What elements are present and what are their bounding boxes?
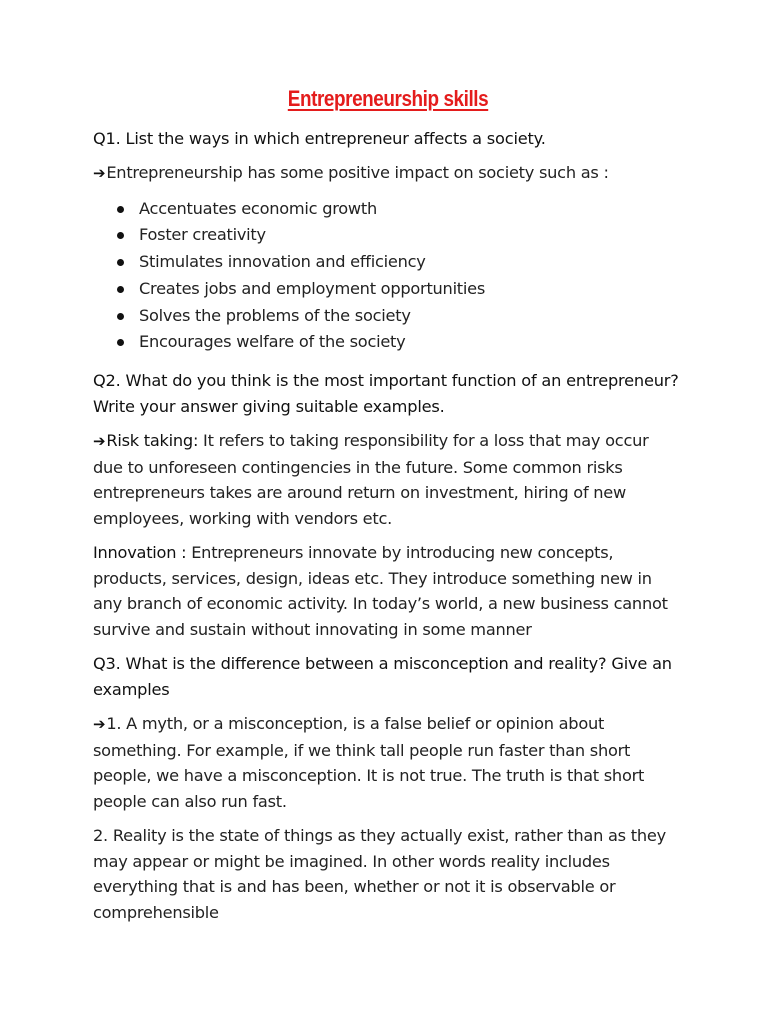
list-item-text: Creates jobs and employment opportunities [139, 278, 486, 298]
list-item [93, 329, 683, 356]
impact-list [93, 196, 683, 357]
question-1: Q1. List the ways in which entrepreneur affects a society. [93, 129, 546, 148]
risk-text: It refers to taking responsibility for a loss that may occur due to unforeseen contingencies in the future. Some common risks entrepreneurs takes are around return on investment, hiring of new employees, working with vendors etc. [93, 431, 649, 528]
arrow-icon: ➔ [93, 715, 106, 734]
answer-1-intro [93, 160, 683, 187]
question-2: Q2. What do you think is the most important function of an entrepreneur? Write your answer giving suitable examples. [93, 371, 679, 417]
question-3: Q3. What is the difference between a misconception and reality? Give an examples [93, 654, 672, 700]
list-item-text: Foster creativity [139, 225, 266, 245]
bullet-icon [117, 206, 124, 213]
answer-2-risk [93, 428, 683, 531]
list-item [93, 303, 683, 330]
arrow-icon: ➔ [93, 432, 106, 451]
answer-2-innovation [93, 540, 683, 642]
answer-3-part-1 [93, 711, 683, 814]
bullet-icon [117, 259, 124, 266]
list-item [93, 276, 683, 303]
risk-term: Risk taking: [106, 431, 199, 451]
list-item-text: Solves the problems of the society [139, 305, 411, 325]
list-item-text: Stimulates innovation and efficiency [139, 252, 426, 272]
bullet-icon [117, 286, 124, 293]
answer-1-intro-text: Entrepreneurship has some positive impact on society such as : [106, 163, 609, 182]
list-item [93, 222, 683, 249]
innovation-term: Innovation : [93, 543, 187, 563]
list-item [93, 196, 683, 223]
arrow-icon: ➔ [93, 164, 106, 182]
document-title: Entrepreneurship skills [287, 86, 489, 111]
bullet-icon [117, 339, 124, 346]
list-item [93, 249, 683, 276]
answer-3-part-2: 2. Reality is the state of things as they actually exist, rather than as they may appear or might be imagined. In other words reality includes everything that is and has been, whether or not it is observable or comprehensible [93, 826, 666, 922]
bullet-icon [117, 313, 124, 320]
innovation-text: Entrepreneurs innovate by introducing new concepts, products, services, design, ideas etc. They introduce something new in any branch of economic activity. In today’s world, a new business cannot survive and sustain without innovating in some manner [93, 543, 668, 639]
document-page [93, 86, 683, 934]
bullet-icon [117, 232, 124, 239]
answer-3-part-1-text: 1. A myth, or a misconception, is a false belief or opinion about something. For example, if we think tall people run faster than short people, we have a misconception. It is not true. The truth is that short people can also run fast. [93, 714, 645, 811]
list-item-text: Encourages welfare of the society [139, 332, 406, 352]
list-item-text: Accentuates economic growth [139, 198, 378, 218]
